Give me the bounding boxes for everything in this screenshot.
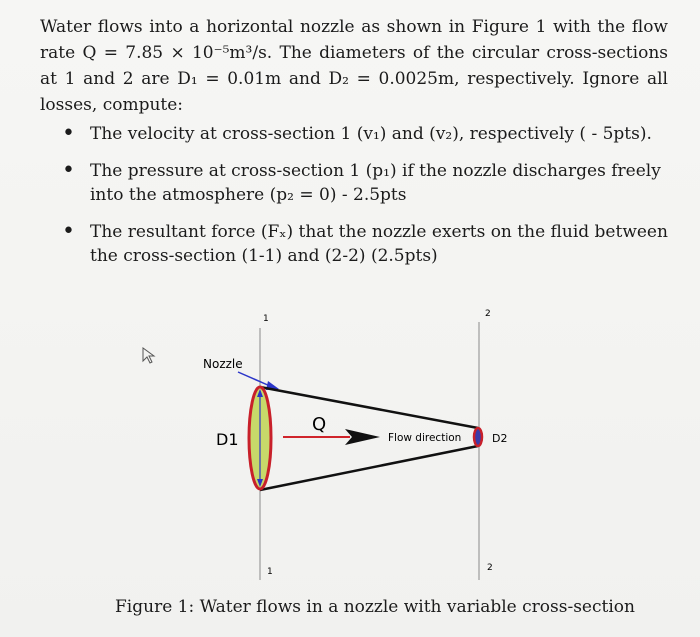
task-item-pressure: • The pressure at cross-section 1 (p₁) if the nozzle discharges freely into the atmosphere (p₂ = 0) - 2.5pts	[62, 159, 672, 207]
outlet-cross-section	[474, 428, 482, 446]
section-1-bottom-label: 1	[267, 567, 273, 577]
problem-intro: Water flows into a horizontal nozzle as shown in Figure 1 with the flow rate Q = 7.85 × 10⁻⁵m³/s. The diameters of the circular cross-sections at 1 and 2 are D₁ = 0.01m and D₂ = 0.0025m, respectively. Ignore all losses, compute:	[40, 17, 668, 115]
task-item-force: • The resultant force (Fₓ) that the nozzle exerts on the fluid between the cross-section (1-1) and (2-2) (2.5pts)	[62, 220, 672, 268]
figure-caption: Figure 1: Water flows in a nozzle with variable cross-section	[115, 597, 635, 617]
section-1-top-label: 1	[263, 314, 269, 324]
flow-direction-label: Flow direction	[388, 432, 462, 444]
nozzle-bottom-wall	[260, 446, 478, 490]
q-flow-arrowhead	[345, 429, 380, 445]
cursor-icon	[143, 348, 154, 363]
task-item-velocity: • The velocity at cross-section 1 (v₁) and (v₂), respectively ( - 5pts).	[62, 122, 672, 146]
q-label: Q	[312, 414, 327, 435]
section-2-bottom-label: 2	[487, 563, 493, 573]
nozzle-pointer	[238, 372, 270, 386]
section-2-top-label: 2	[485, 309, 491, 319]
nozzle-top-wall	[260, 387, 478, 428]
d1-label: D1	[216, 430, 239, 449]
nozzle-label: Nozzle	[203, 357, 243, 371]
d2-label: D2	[492, 432, 508, 445]
